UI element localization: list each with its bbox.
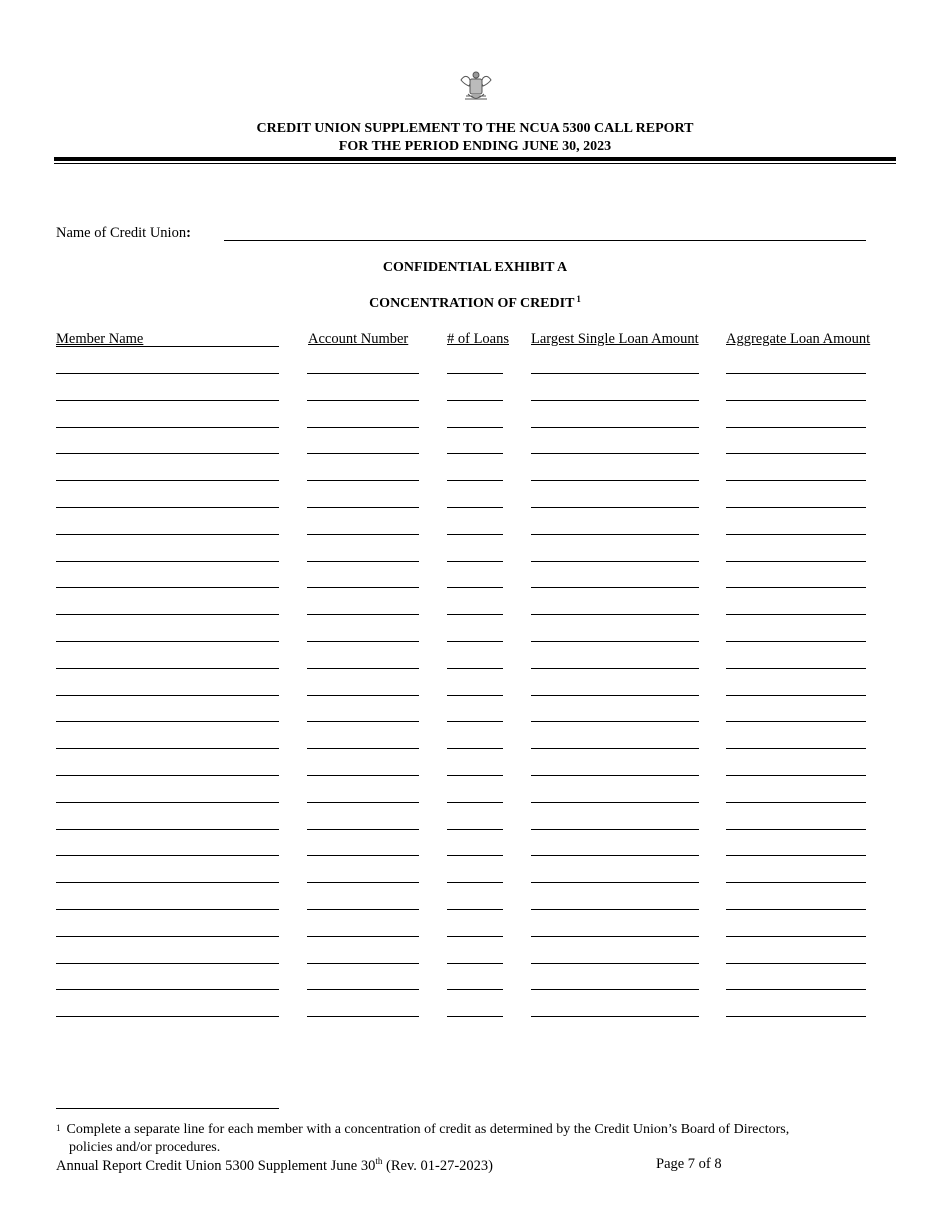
credit-union-name-field[interactable] xyxy=(224,240,866,241)
aggregate-loan-field[interactable] xyxy=(726,400,866,401)
num-loans-field[interactable] xyxy=(447,480,503,481)
account-number-field[interactable] xyxy=(307,373,419,374)
account-number-field[interactable] xyxy=(307,855,419,856)
member-name-field[interactable] xyxy=(56,829,279,830)
member-name-field[interactable] xyxy=(56,989,279,990)
aggregate-loan-field[interactable] xyxy=(726,695,866,696)
aggregate-loan-field[interactable] xyxy=(726,373,866,374)
account-number-field[interactable] xyxy=(307,453,419,454)
aggregate-loan-field[interactable] xyxy=(726,534,866,535)
member-name-field[interactable] xyxy=(56,775,279,776)
aggregate-loan-field[interactable] xyxy=(726,641,866,642)
num-loans-field[interactable] xyxy=(447,829,503,830)
member-name-field[interactable] xyxy=(56,855,279,856)
member-name-field[interactable] xyxy=(56,721,279,722)
aggregate-loan-field[interactable] xyxy=(726,561,866,562)
largest-single-loan-field[interactable] xyxy=(531,427,699,428)
aggregate-loan-field[interactable] xyxy=(726,721,866,722)
member-name-field[interactable] xyxy=(56,373,279,374)
header-divider-thin xyxy=(54,163,896,164)
largest-single-loan-field[interactable] xyxy=(531,373,699,374)
column-header-member-name: Member Name xyxy=(56,331,279,347)
member-name-field[interactable] xyxy=(56,1016,279,1017)
account-number-field[interactable] xyxy=(307,829,419,830)
account-number-field[interactable] xyxy=(307,668,419,669)
aggregate-loan-field[interactable] xyxy=(726,614,866,615)
member-name-field[interactable] xyxy=(56,614,279,615)
largest-single-loan-field[interactable] xyxy=(531,855,699,856)
largest-single-loan-field[interactable] xyxy=(531,721,699,722)
num-loans-field[interactable] xyxy=(447,373,503,374)
num-loans-field[interactable] xyxy=(447,587,503,588)
aggregate-loan-field[interactable] xyxy=(726,775,866,776)
credit-union-name-label: Name of Credit Union: xyxy=(56,225,191,241)
member-name-field[interactable] xyxy=(56,936,279,937)
header-divider-thick xyxy=(54,157,896,161)
account-number-field[interactable] xyxy=(307,748,419,749)
num-loans-field[interactable] xyxy=(447,909,503,910)
aggregate-loan-field[interactable] xyxy=(726,480,866,481)
num-loans-field[interactable] xyxy=(447,400,503,401)
largest-single-loan-field[interactable] xyxy=(531,748,699,749)
report-title-line-1: CREDIT UNION SUPPLEMENT TO THE NCUA 5300 CALL REPORT xyxy=(256,121,694,136)
largest-single-loan-field[interactable] xyxy=(531,400,699,401)
column-header-num-loans: # of Loans xyxy=(447,331,510,347)
aggregate-loan-field[interactable] xyxy=(726,748,866,749)
aggregate-loan-field[interactable] xyxy=(726,453,866,454)
exhibit-title: CONFIDENTIAL EXHIBIT A xyxy=(382,260,568,275)
member-name-field[interactable] xyxy=(56,802,279,803)
largest-single-loan-field[interactable] xyxy=(531,453,699,454)
num-loans-field[interactable] xyxy=(447,668,503,669)
account-number-field[interactable] xyxy=(307,802,419,803)
footer-report-name: Annual Report Credit Union 5300 Supplement June 30th (Rev. 01-27-2023) xyxy=(56,1156,493,1174)
largest-single-loan-field[interactable] xyxy=(531,668,699,669)
member-name-field[interactable] xyxy=(56,480,279,481)
account-number-field[interactable] xyxy=(307,989,419,990)
member-name-field[interactable] xyxy=(56,534,279,535)
largest-single-loan-field[interactable] xyxy=(531,963,699,964)
aggregate-loan-field[interactable] xyxy=(726,1016,866,1017)
num-loans-field[interactable] xyxy=(447,427,503,428)
num-loans-field[interactable] xyxy=(447,989,503,990)
num-loans-field[interactable] xyxy=(447,695,503,696)
num-loans-field[interactable] xyxy=(447,882,503,883)
exhibit-subtitle: CONCENTRATION OF CREDIT $^1$ xyxy=(369,294,581,311)
num-loans-field[interactable] xyxy=(447,1016,503,1017)
largest-single-loan-field[interactable] xyxy=(531,802,699,803)
largest-single-loan-field[interactable] xyxy=(531,695,699,696)
largest-single-loan-field[interactable] xyxy=(531,909,699,910)
aggregate-loan-field[interactable] xyxy=(726,909,866,910)
largest-single-loan-field[interactable] xyxy=(531,507,699,508)
num-loans-field[interactable] xyxy=(447,802,503,803)
aggregate-loan-field[interactable] xyxy=(726,668,866,669)
report-title-line-2: FOR THE PERIOD ENDING JUNE 30, 2023 xyxy=(338,139,612,154)
account-number-field[interactable] xyxy=(307,614,419,615)
aggregate-loan-field[interactable] xyxy=(726,882,866,883)
aggregate-loan-field[interactable] xyxy=(726,427,866,428)
aggregate-loan-field[interactable] xyxy=(726,587,866,588)
account-number-field[interactable] xyxy=(307,963,419,964)
member-name-field[interactable] xyxy=(56,909,279,910)
column-header-largest-single-loan: Largest Single Loan Amount xyxy=(531,331,699,347)
largest-single-loan-field[interactable] xyxy=(531,882,699,883)
largest-single-loan-field[interactable] xyxy=(531,936,699,937)
account-number-field[interactable] xyxy=(307,695,419,696)
num-loans-field[interactable] xyxy=(447,963,503,964)
account-number-field[interactable] xyxy=(307,882,419,883)
member-name-field[interactable] xyxy=(56,963,279,964)
account-number-field[interactable] xyxy=(307,587,419,588)
member-name-field[interactable] xyxy=(56,882,279,883)
largest-single-loan-field[interactable] xyxy=(531,641,699,642)
member-name-field[interactable] xyxy=(56,748,279,749)
account-number-field[interactable] xyxy=(307,534,419,535)
aggregate-loan-field[interactable] xyxy=(726,855,866,856)
account-number-field[interactable] xyxy=(307,507,419,508)
num-loans-field[interactable] xyxy=(447,748,503,749)
largest-single-loan-field[interactable] xyxy=(531,587,699,588)
account-number-field[interactable] xyxy=(307,936,419,937)
member-name-field[interactable] xyxy=(56,400,279,401)
account-number-field[interactable] xyxy=(307,480,419,481)
num-loans-field[interactable] xyxy=(447,721,503,722)
account-number-field[interactable] xyxy=(307,721,419,722)
aggregate-loan-field[interactable] xyxy=(726,936,866,937)
num-loans-field[interactable] xyxy=(447,936,503,937)
num-loans-field[interactable] xyxy=(447,614,503,615)
aggregate-loan-field[interactable] xyxy=(726,989,866,990)
member-name-field[interactable] xyxy=(56,695,279,696)
num-loans-field[interactable] xyxy=(447,507,503,508)
largest-single-loan-field[interactable] xyxy=(531,614,699,615)
member-name-field[interactable] xyxy=(56,641,279,642)
member-name-field[interactable] xyxy=(56,507,279,508)
account-number-field[interactable] xyxy=(307,561,419,562)
num-loans-field[interactable] xyxy=(447,641,503,642)
aggregate-loan-field[interactable] xyxy=(726,507,866,508)
largest-single-loan-field[interactable] xyxy=(531,480,699,481)
aggregate-loan-field[interactable] xyxy=(726,963,866,964)
aggregate-loan-field[interactable] xyxy=(726,829,866,830)
footnote-divider xyxy=(56,1108,279,1109)
member-name-field[interactable] xyxy=(56,427,279,428)
member-name-field[interactable] xyxy=(56,453,279,454)
largest-single-loan-field[interactable] xyxy=(531,989,699,990)
account-number-field[interactable] xyxy=(307,1016,419,1017)
largest-single-loan-field[interactable] xyxy=(531,1016,699,1017)
footer-page-number: Page 7 of 8 xyxy=(656,1156,722,1172)
account-number-field[interactable] xyxy=(307,427,419,428)
largest-single-loan-field[interactable] xyxy=(531,775,699,776)
largest-single-loan-field[interactable] xyxy=(531,829,699,830)
account-number-field[interactable] xyxy=(307,400,419,401)
member-name-field[interactable] xyxy=(56,668,279,669)
state-seal-logo xyxy=(457,70,495,104)
column-header-account-number: Account Number xyxy=(308,331,409,347)
num-loans-field[interactable] xyxy=(447,534,503,535)
account-number-field[interactable] xyxy=(307,641,419,642)
footnote: $^1$ Complete a separate line for each member with a concentration of credit as determined by the Credit Union’s Board of Directors, policies and/or procedures. xyxy=(56,1122,790,1155)
largest-single-loan-field[interactable] xyxy=(531,534,699,535)
member-name-field[interactable] xyxy=(56,561,279,562)
member-name-field[interactable] xyxy=(56,587,279,588)
num-loans-field[interactable] xyxy=(447,855,503,856)
account-number-field[interactable] xyxy=(307,909,419,910)
column-header-aggregate-loan: Aggregate Loan Amount xyxy=(726,331,871,347)
num-loans-field[interactable] xyxy=(447,453,503,454)
aggregate-loan-field[interactable] xyxy=(726,802,866,803)
num-loans-field[interactable] xyxy=(447,561,503,562)
largest-single-loan-field[interactable] xyxy=(531,561,699,562)
account-number-field[interactable] xyxy=(307,775,419,776)
num-loans-field[interactable] xyxy=(447,775,503,776)
